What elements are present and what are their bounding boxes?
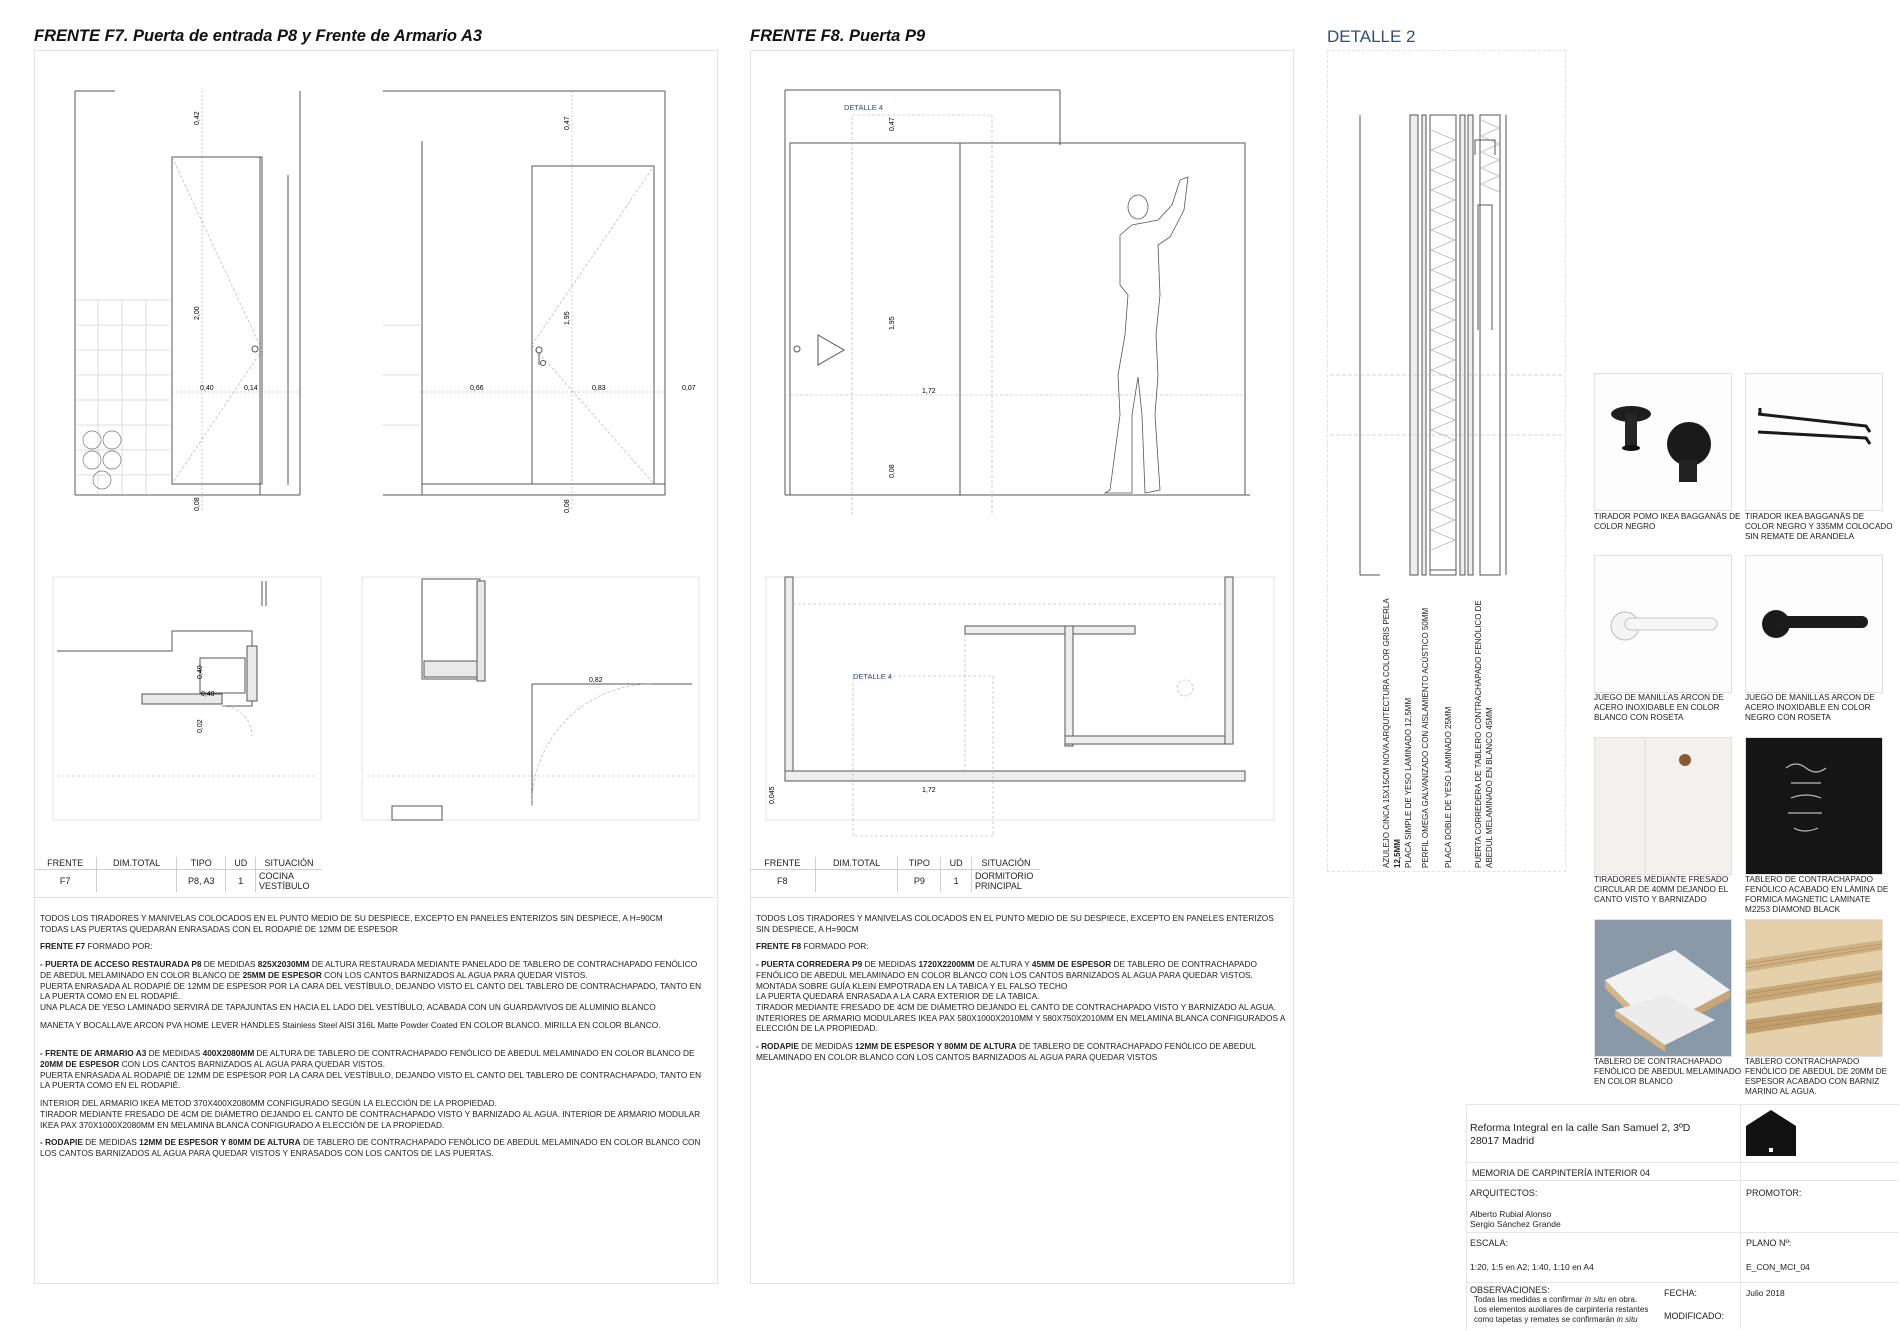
- f7-p3-l1: INTERIOR DEL ARMARIO IKEA METOD 370X400X2080MM CONFIGURADO SEGÚN LA ELECCIÓN DE LA PROPIEDAD.: [40, 1098, 497, 1109]
- f7-p4-b2: 12MM DE ESPESOR Y 80MM DE ALTURA: [139, 1137, 301, 1148]
- f7-schedule-table: [34, 857, 322, 892]
- header-ud: UD: [226, 857, 256, 870]
- f7-formed-text: FORMADO POR:: [85, 941, 153, 952]
- f8-p1-t3: DE TABLERO DE CONTRACHAPADO FENÓLICO DE ABEDUL MELAMINADO EN COLOR BLANCO CON LOS CANTOS BARNIZADOS AL AGUA PARA QUEDAR VISTOS.: [756, 959, 1257, 980]
- blackboard-caption: TABLERO DE CONTRACHAPADO FENÓLICO ACABADO EN LÁMINA DE FORMICA MAGNETIC LAMINATE M2253 DIAMOND BLACK: [1745, 875, 1889, 914]
- black-lever-caption: JUEGO DE MANILLAS ARCON DE ACERO INOXIDABLE EN COLOR NEGRO CON ROSETA: [1745, 693, 1875, 722]
- f8-p1-b2: 1720X2200MM: [918, 959, 975, 970]
- date-label: FECHA:: [1664, 1288, 1698, 1298]
- f8-elevation: [760, 85, 1280, 515]
- cell-ud: 1: [941, 870, 972, 893]
- plywood-caption: TABLERO CONTRACHAPADO FENÓLICO DE ABEDUL DE 20MM DE ESPESOR ACABADO CON BARNIZ MARINO AL AGUA.: [1745, 1057, 1888, 1096]
- dim-f7-base-1: 0,08: [194, 497, 201, 511]
- tb-row-2: [1466, 1180, 1898, 1181]
- header-dim-total: DIM.TOTAL: [97, 857, 177, 870]
- project-city: 28017 Madrid: [1470, 1135, 1535, 1147]
- dim-f7-top-2: 0,47: [564, 116, 571, 130]
- f7-p1-t1: DE MEDIDAS: [201, 959, 258, 970]
- dim-f7-jamb-1: 0,14: [244, 385, 258, 392]
- dim-f7-plan-b: 0,82: [589, 677, 603, 684]
- f8-p1-b1: - PUERTA CORREDERA P9: [756, 959, 863, 970]
- f8-p2-b1: - RODAPIE: [756, 1041, 799, 1052]
- cell-tipo: P9: [898, 870, 941, 893]
- f7-elevations: [70, 85, 710, 525]
- dim-f8-plan-width: 1,72: [922, 787, 936, 794]
- f7-p2-b2: 400X2080MM: [202, 1048, 255, 1059]
- header-frente: FRENTE: [750, 857, 815, 870]
- plan-number-label: PLANO Nº:: [1746, 1238, 1792, 1248]
- dim-f7-plan-a1: 0,40: [197, 665, 204, 679]
- header-situacion: SITUACIÓN: [972, 857, 1041, 870]
- dim-f7-leaf-1: 0,40: [200, 385, 214, 392]
- white-lever-caption: JUEGO DE MANILLAS ARCON DE ACERO INOXIDABLE EN COLOR BLANCO CON ROSETA: [1594, 693, 1724, 722]
- studio-logo: [1742, 1106, 1800, 1160]
- white-plywood-caption: TABLERO DE CONTRACHAPADO FENÓLICO DE ABEDUL MELAMINADO EN COLOR BLANCO: [1594, 1057, 1742, 1086]
- f8-formed-label: FRENTE F8: [756, 941, 802, 952]
- layer-label-tile: AZULEJO CINCA 15X15CM NOVA ARQUITECTURA COLOR GRIS PERLA: [1382, 598, 1391, 868]
- layer-label-plasterboard-double: PLACA DOBLE DE YESO LAMINADO 25MM: [1444, 706, 1453, 868]
- layer-label-sliding-door: PUERTA CORREDERA DE TABLERO CONTRACHAPADO FENÓLICO DE: [1474, 600, 1483, 868]
- f8-notes-divider: [750, 897, 1292, 898]
- f8-p2-b2: 12MM DE ESPESOR Y 80MM DE ALTURA: [855, 1041, 1017, 1052]
- header-dim-total: DIM.TOTAL: [815, 857, 898, 870]
- f8-p2-t2: DE TABLERO DE CONTRACHAPADO FENÓLICO DE ABEDUL MELAMINADO EN COLOR BLANCO CON LOS CANTOS BARNIZADOS AL AGUA PARA QUEDAR VISTOS: [756, 1041, 1256, 1062]
- dim-f8-width: 1,72: [922, 388, 936, 395]
- f7-p2-b1: - FRENTE DE ARMARIO A3: [40, 1048, 147, 1059]
- f8-plan-detail-4-label: DETALLE 4: [853, 672, 893, 681]
- f7-p1-l2: PUERTA ENRASADA AL RODAPIÉ DE 12MM DE ESPESOR POR LA CARA DEL VESTÍBULO, DEJANDO VISTO EL CANTO DEL TABLERO DE CONTRACHAPADO, TANTO EN LA PUERTA COMO EN EL RODAPIÉ.: [40, 980, 702, 1002]
- f7-p2-l2: PUERTA ENRASADA AL RODAPIÉ DE 12MM DE ESPESOR POR LA CARA DEL VESTÍBULO, DEJANDO VISTO EL CANTO DEL TABLERO DE CONTRACHAPADO, TANTO EN LA PUERTA COMO EN EL RODAPIÉ.: [40, 1069, 702, 1091]
- f7-p1-b2: 825X2030MM: [257, 959, 310, 970]
- f7-notes: [40, 913, 710, 1166]
- layer-label-sliding-door-finish: ABEDUL MELAMINADO EN BLANCO 45MM: [1485, 707, 1494, 868]
- header-tipo: TIPO: [898, 857, 941, 870]
- f7-formed-label: FRENTE F7: [40, 941, 86, 952]
- dim-f7-left-2: 0,66: [470, 385, 484, 392]
- f7-p1-l4: MANETA Y BOCALLAVE ARCON PVA HOME LEVER HANDLES Stainless Steel AISI 316L Matte Powder Coated EN COLOR BLANCO. MIRILLA EN COLOR BLANCO.: [40, 1019, 661, 1030]
- tb-row-4: [1466, 1282, 1898, 1283]
- frente-f7-title: FRENTE F7. Puerta de entrada P8 y Frente de Armario A3: [34, 27, 483, 45]
- f7-p4-b1: - RODAPIE: [40, 1137, 83, 1148]
- dim-f8-door: 1,95: [889, 316, 896, 330]
- f7-p2-t1: DE MEDIDAS: [146, 1048, 203, 1059]
- scale-label: ESCALA:: [1470, 1238, 1509, 1248]
- f7-intro-2: TODAS LAS PUERTAS QUEDARÁN ENRASADAS CON EL RODAPIÉ DE 12MM DE ESPESOR: [40, 923, 398, 934]
- tb-row-3: [1466, 1232, 1898, 1233]
- dim-f7-plan-a2: 0,40: [201, 691, 215, 698]
- plywood-photo: [1745, 919, 1883, 1057]
- f8-detail-4-label: DETALLE 4: [844, 103, 884, 112]
- dim-f8-base: 0,08: [889, 464, 896, 478]
- cell-frente: F8: [750, 870, 815, 893]
- dim-f8-top: 0,47: [889, 117, 896, 131]
- f8-notes: [756, 913, 1286, 1069]
- observations-label: OBSERVACIONES:: [1470, 1285, 1550, 1295]
- bar-handle-photo: [1745, 373, 1883, 511]
- f7-p1-b1: - PUERTA DE ACCESO RESTAURADA P8: [40, 959, 202, 970]
- f7-p1-l3: UNA PLACA DE YESO LAMINADO SERVIRÁ DE TAPAJUNTAS EN HACIA EL LADO DEL VESTÍBULO, ACABADA CON UN GUARDAVIVOS DE ALUMINIO BLANCO: [40, 1001, 656, 1012]
- f7-p3-l2: TIRADOR MEDIANTE FRESADO DE 4CM DE DIÁMETRO DEJANDO EL CANTO DE CONTRACHAPADO VISTO Y BARNIZADO AL AGUA. INTERIOR DE ARMARIO MODULAR IKEA PAX 370X1000X2080MM EN MELAMINA BLANCA CONFIGURADO A ELECCIÓN DE LA PROPIEDAD.: [40, 1108, 701, 1130]
- f7-p1-t2: DE ALTURA RESTAURADA MEDIANTE PANELADO DE TABLERO DE CONTRACHAPADO FENÓLICO DE ABEDUL MELAMINADO EN COLOR BLANCO DE: [40, 959, 698, 980]
- f8-p2-t1: DE MEDIDAS: [798, 1041, 856, 1052]
- bar-handle-caption: TIRADOR IKEA BAGGANÄS DE COLOR NEGRO Y 335MM COLOCADO SIN REMATE DE ARANDELA: [1745, 512, 1893, 541]
- detail-2-section: [1330, 100, 1562, 580]
- f8-p1-l4: TIRADOR MEDIANTE FRESADO DE 4CM DE DIÁMETRO DEJANDO EL CANTO DE CONTRACHAPADO VISTO Y BARNIZADO AL AGUA. INTERIORES DE ARMARIO MODULARES IKEA PAX 580X1000X2010MM Y 580X750X2010MM EN MELAMINA BLANCA CONFIGURADOS A ELECCIÓN DE LA PROPIEDAD.: [756, 1001, 1285, 1034]
- date-value: Julio 2018: [1746, 1288, 1785, 1298]
- memo-title: MEMORIA DE CARPINTERÍA INTERIOR 04: [1472, 1168, 1651, 1178]
- architects-label: ARQUITECTOS:: [1470, 1188, 1538, 1198]
- header-ud: UD: [941, 857, 972, 870]
- f7-p4-t2: DE TABLERO DE CONTRACHAPADO FENÓLICO DE ABEDUL MELAMINADO EN COLOR BLANCO CON LOS CANTOS BARNIZADOS AL AGUA PARA QUEDAR VISTOS Y ENRASADOS CON LOS CANTOS DE LAS PUERTAS.: [40, 1137, 701, 1158]
- observation-2: Los elementos auxiliares de carpintería restantes: [1474, 1305, 1649, 1314]
- layer-label-plasterboard-simple: PLACA SIMPLE DE YESO LAMINADO 12,5MM: [1404, 697, 1413, 868]
- f8-intro: TODOS LOS TIRADORES Y MANIVELAS COLOCADOS EN EL PUNTO MEDIO DE SU DESPIECE, EXCEPTO EN PANELES ENTERIZOS SIN DESPIECE, A H=90CM: [756, 913, 1274, 934]
- cell-dim-total: [815, 870, 898, 893]
- f8-formed-text: FORMADO POR:: [801, 941, 869, 952]
- detail-2-title: DETALLE 2: [1327, 27, 1416, 46]
- dim-f7-right-2: 0,07: [682, 385, 696, 392]
- modified-label: MODIFICADO:: [1664, 1311, 1724, 1321]
- header-frente: FRENTE: [34, 857, 97, 870]
- f8-p1-l2: MONTADA SOBRE GUÍA KLEIN EMPOTRADA EN LA TABICA Y EL FALSO TECHO: [756, 980, 1068, 991]
- plan-number-value: E_CON_MCI_04: [1746, 1262, 1810, 1272]
- f7-intro: TODOS LOS TIRADORES Y MANIVELAS COLOCADOS EN EL PUNTO MEDIO DE SU DESPIECE, EXCEPTO EN PANELES ENTERIZOS SIN DESPIECE, A H=90CM: [40, 913, 663, 923]
- layer-label-omega-profile: PERFIL OMEGA GALVANIZADO CON AISLAMIENTO ACÚSTICO 50MM: [1421, 607, 1430, 868]
- architect-2: Sergio Sánchez Grande: [1470, 1219, 1561, 1229]
- f7-p2-t2: DE ALTURA DE TABLERO DE CONTRACHAPADO FENÓLICO DE ABEDUL MELAMINADO EN COLOR BLANCO DE: [254, 1048, 695, 1059]
- f8-plan: [765, 576, 1285, 841]
- f7-p1-t3: CON LOS CANTOS BARNIZADOS AL AGUA PARA QUEDAR VISTOS.: [321, 969, 588, 980]
- cell-situacion: COCINA VESTÍBULO: [259, 871, 310, 891]
- cell-ud: 1: [226, 870, 256, 893]
- knob-photo: [1594, 373, 1732, 511]
- cell-situacion: DORMITORIO PRINCIPAL: [975, 871, 1034, 891]
- f8-p1-l3: LA PUERTA QUEDARÁ ENRASADA A LA CARA EXTERIOR DE LA TABICA.: [756, 991, 1040, 1002]
- f7-plans: [52, 576, 702, 821]
- dim-f8-plan-height: 0,045: [769, 786, 776, 804]
- cell-tipo: P8, A3: [177, 870, 226, 893]
- header-tipo: TIPO: [177, 857, 226, 870]
- black-lever-photo: [1745, 555, 1883, 693]
- f7-p4-t1: DE MEDIDAS: [82, 1137, 140, 1148]
- project-address: Reforma Integral en la calle San Samuel 2, 3ºD: [1470, 1122, 1691, 1134]
- layer-label-thickness: 12,5MM: [1393, 839, 1402, 868]
- white-plywood-photo: [1594, 919, 1732, 1057]
- milled-pull-photo: [1594, 737, 1732, 875]
- cell-dim-total: [97, 870, 177, 893]
- f7-notes-divider: [34, 897, 716, 898]
- f7-p2-t3: CON LOS CANTOS BARNIZADOS AL AGUA PARA QUEDAR VISTOS.: [119, 1059, 386, 1070]
- dim-f7-plan-a3: 0,02: [197, 719, 204, 733]
- dim-f7-door-1: 2,00: [194, 306, 201, 320]
- f7-p1-b3: 25MM DE ESPESOR: [242, 969, 322, 980]
- architect-1: Alberto Rubial Alonso: [1470, 1209, 1552, 1219]
- frente-f8-title: FRENTE F8. Puerta P9: [750, 27, 926, 45]
- promoter-label: PROMOTOR:: [1746, 1188, 1802, 1198]
- tb-row-1: [1466, 1162, 1898, 1163]
- cell-frente: F7: [34, 870, 97, 893]
- observation-3: como tapetas y remates se confirmarán in situ: [1474, 1315, 1638, 1324]
- dim-f7-door-2: 1,95: [564, 311, 571, 325]
- f7-p2-b3: 20MM DE ESPESOR: [40, 1059, 120, 1070]
- title-block-divider: [1740, 1104, 1741, 1329]
- f8-p1-t2: DE ALTURA Y: [974, 959, 1032, 970]
- f8-p1-t1: DE MEDIDAS: [862, 959, 919, 970]
- dim-f7-base-2: 0,08: [564, 499, 571, 513]
- f8-p1-b3: 45MM DE ESPESOR: [1031, 959, 1112, 970]
- observation-1: Todas las medidas a confirmar in situ en obra.: [1474, 1295, 1638, 1304]
- scale-value: 1:20, 1:5 en A2; 1:40, 1:10 en A4: [1470, 1262, 1594, 1272]
- knob-caption: TIRADOR POMO IKEA BAGGANÄS DE COLOR NEGRO: [1594, 512, 1741, 531]
- blackboard-photo: [1745, 737, 1883, 875]
- dim-f7-door-width-2: 0,83: [592, 385, 606, 392]
- dim-f7-top-1: 0,42: [194, 111, 201, 125]
- f8-schedule-table: [750, 857, 1040, 892]
- white-lever-photo: [1594, 555, 1732, 693]
- header-situacion: SITUACIÓN: [256, 857, 323, 870]
- milled-pull-caption: TIRADORES MEDIANTE FRESADO CIRCULAR DE 40MM DEJANDO EL CANTO VISTO Y BARNIZADO: [1594, 875, 1729, 904]
